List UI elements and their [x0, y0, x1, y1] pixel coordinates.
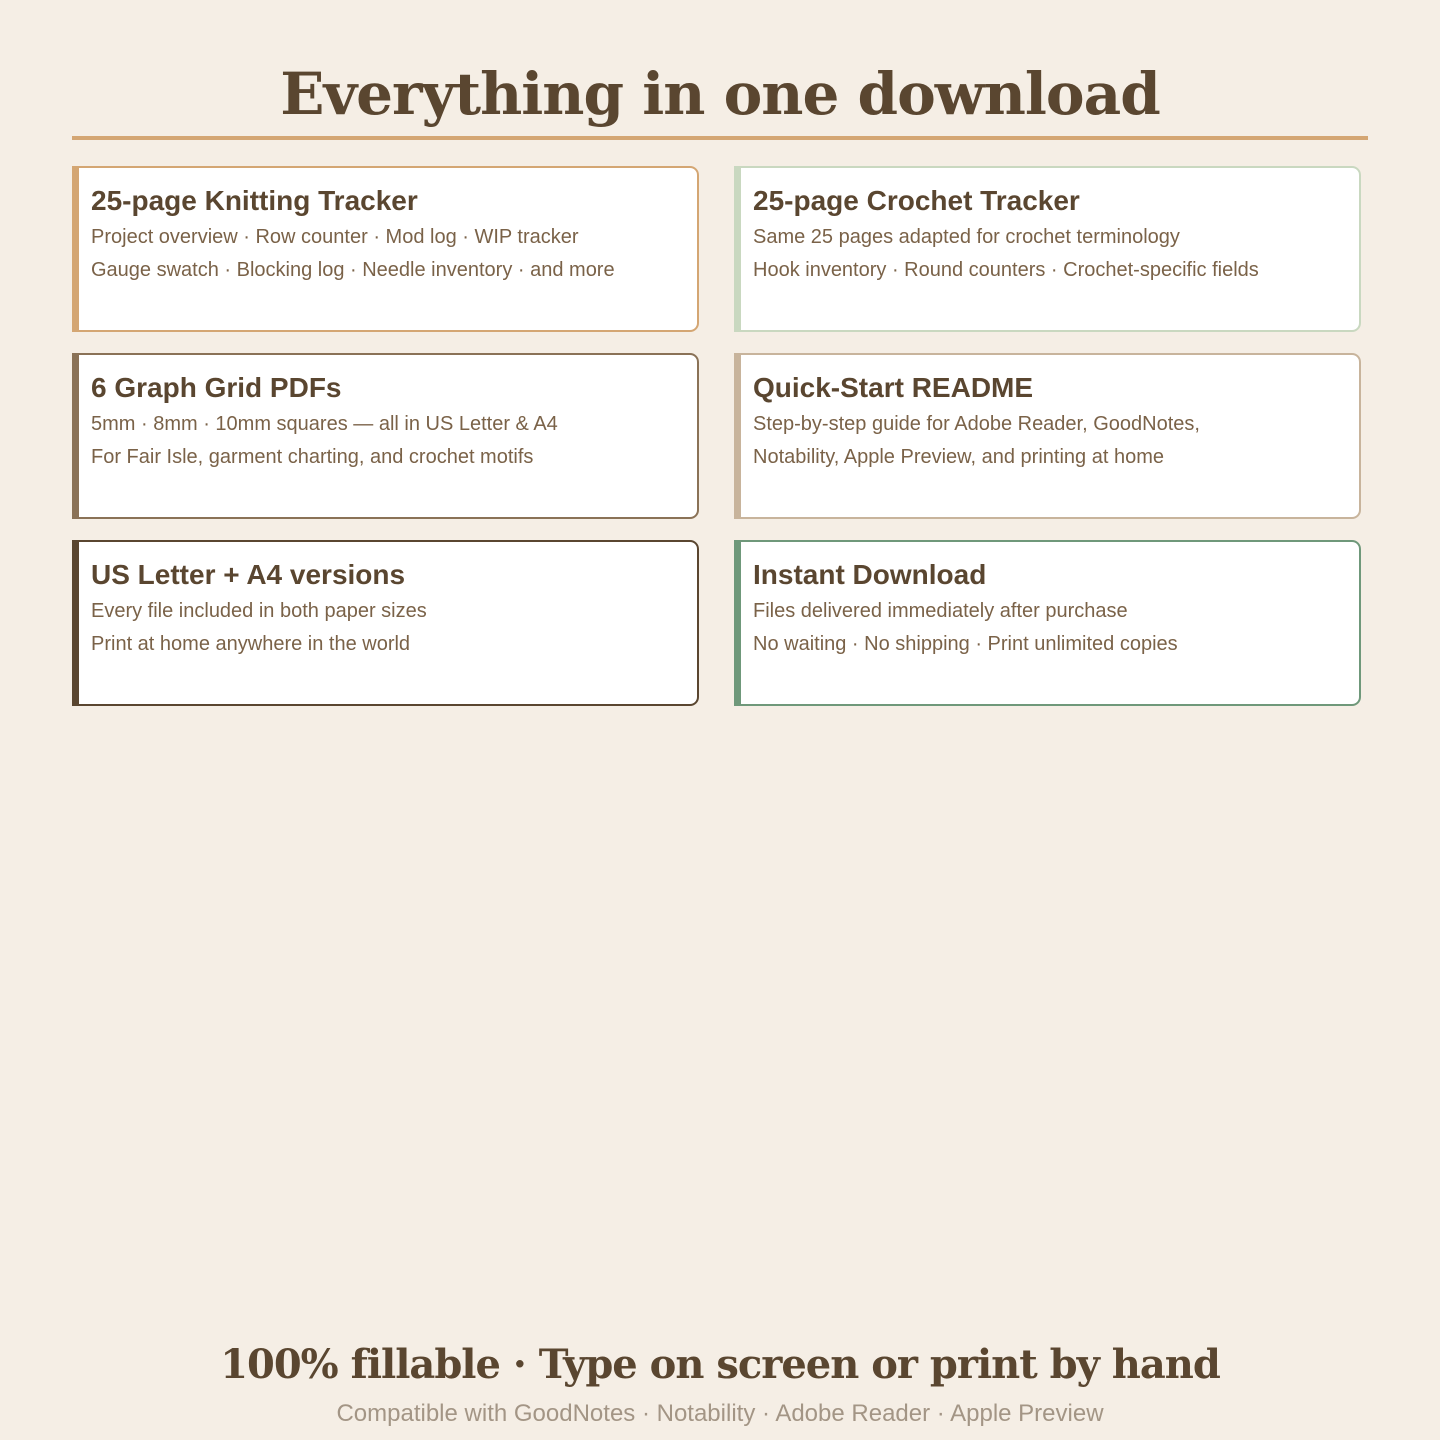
card-knitting-tracker	[72, 166, 699, 332]
card-title: 6 Graph Grid PDFs	[91, 372, 342, 403]
card-description-line: 5mm · 8mm · 10mm squares — all in US Letter & A4	[91, 413, 558, 435]
card-description-line: Step-by-step guide for Adobe Reader, GoodNotes,	[753, 413, 1200, 435]
card-title: 25-page Crochet Tracker	[753, 185, 1080, 216]
card-crochet-tracker	[734, 166, 1361, 332]
card-description-line: Project overview · Row counter · Mod log · WIP tracker	[91, 226, 579, 248]
card-title: US Letter + A4 versions	[91, 559, 406, 590]
footer-headline: 100% fillable · Type on screen or print by hand	[220, 1341, 1220, 1388]
card-description-line: Every file included in both paper sizes	[91, 600, 427, 622]
title-divider	[72, 136, 1368, 140]
card-description-line: Gauge swatch · Blocking log · Needle inventory · and more	[91, 259, 615, 281]
card-instant-download	[734, 540, 1361, 706]
card-description-line: Hook inventory · Round counters · Crochet-specific fields	[753, 259, 1259, 281]
card-description-line: No waiting · No shipping · Print unlimited copies	[753, 633, 1178, 655]
footer-compatibility-note: Compatible with GoodNotes · Notability · Adobe Reader · Apple Preview	[336, 1400, 1104, 1427]
card-title: Quick-Start README	[753, 372, 1034, 403]
card-title: 25-page Knitting Tracker	[91, 185, 418, 216]
card-title: Instant Download	[753, 559, 987, 590]
card-description-line: Notability, Apple Preview, and printing at home	[753, 446, 1164, 468]
card-graph-grid-pdfs	[72, 353, 699, 519]
card-description-line: For Fair Isle, garment charting, and crochet motifs	[91, 446, 534, 468]
card-quick-start-readme	[734, 353, 1361, 519]
page-title: Everything in one download	[280, 60, 1160, 128]
card-paper-sizes	[72, 540, 699, 706]
card-description-line: Same 25 pages adapted for crochet terminology	[753, 226, 1180, 248]
card-description-line: Files delivered immediately after purchase	[753, 600, 1128, 622]
card-description-line: Print at home anywhere in the world	[91, 633, 411, 655]
